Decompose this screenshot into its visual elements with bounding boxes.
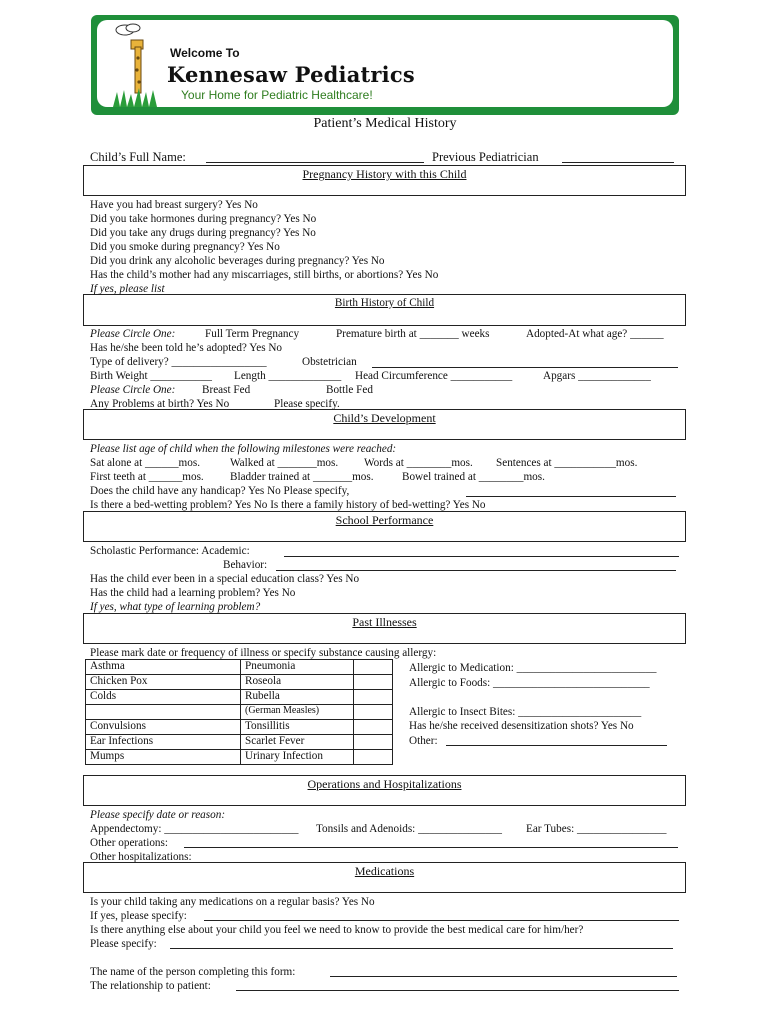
welcome-text: Welcome To xyxy=(170,46,240,60)
development-heading: Child’s Development xyxy=(333,411,436,425)
table-row xyxy=(86,690,393,705)
pregnancy-q5: Did you drink any alcoholic beverages during pregnancy? Yes No xyxy=(90,255,385,267)
development-section-header xyxy=(83,409,686,440)
milestones-instruction: Please list age of child when the following milestones were reached: xyxy=(90,443,397,455)
other-hospitalizations-label: Other hospitalizations: xyxy=(90,851,192,863)
words-field[interactable]: Words at ________mos. xyxy=(364,457,473,469)
delivery-type-field[interactable]: Type of delivery? _________________ xyxy=(90,356,267,368)
medications-specify-field[interactable] xyxy=(204,920,679,921)
pregnancy-q3: Did you take any drugs during pregnancy? Yes No xyxy=(90,227,316,239)
table-row xyxy=(86,735,393,750)
regular-medications-question: Is your child taking any medications on a regular basis? Yes No xyxy=(90,896,375,908)
illness-chicken-pox: Chicken Pox xyxy=(86,675,241,690)
first-teeth-field[interactable]: First teeth at ______mos. xyxy=(90,471,204,483)
table-row xyxy=(86,750,393,765)
desensitization-question: Has he/she received desensitization shots? Yes No xyxy=(409,720,634,732)
bladder-trained-field[interactable]: Bladder trained at _______mos. xyxy=(230,471,374,483)
bedwetting-question: Is there a bed-wetting problem? Yes No Is there a family history of bed-wetting? Yes No xyxy=(90,499,486,511)
illness-instruction: Please mark date or frequency of illness or specify substance causing allergy: xyxy=(90,647,437,659)
child-name-label: Child’s Full Name: xyxy=(90,150,186,164)
sentences-field[interactable]: Sentences at ___________mos. xyxy=(496,457,638,469)
illness-mumps: Mumps xyxy=(86,750,241,765)
school-section-header xyxy=(83,511,686,542)
giraffe-logo-icon xyxy=(111,22,157,107)
pregnancy-q2: Did you take hormones during pregnancy? Yes No xyxy=(90,213,317,225)
head-circumference-field[interactable]: Head Circumference ___________ xyxy=(355,370,513,382)
pregnancy-section-header xyxy=(83,165,686,196)
school-heading: School Performance xyxy=(335,513,434,527)
illness-tonsillitis: Tonsillitis xyxy=(241,720,354,735)
illnesses-heading: Past Illnesses xyxy=(352,615,417,629)
medications-section-header xyxy=(83,862,686,893)
relationship-label: The relationship to patient: xyxy=(90,980,211,992)
operations-section-header xyxy=(83,775,686,806)
bottle-fed-option[interactable]: Bottle Fed xyxy=(326,384,373,396)
person-completing-field[interactable] xyxy=(330,976,677,977)
obstetrician-field[interactable] xyxy=(372,367,678,368)
length-field[interactable]: Length _____________ xyxy=(234,370,342,382)
logo-inner xyxy=(97,20,673,107)
birth-problems-question: Any Problems at birth? Yes No xyxy=(90,398,230,410)
brand-name: Kennesaw Pediatrics xyxy=(167,62,415,87)
relationship-field[interactable] xyxy=(236,990,679,991)
table-row xyxy=(86,705,393,720)
other-operations-field[interactable] xyxy=(184,847,678,848)
premature-field[interactable]: Premature birth at _______ weeks xyxy=(336,328,490,340)
birth-section-header xyxy=(83,294,686,326)
illness-date-cell[interactable] xyxy=(354,675,393,690)
allergy-insect-field[interactable]: Allergic to Insect Bites: ______________________ xyxy=(409,706,642,718)
special-ed-question: Has the child ever been in a special education class? Yes No xyxy=(90,573,360,585)
learning-problem-question: Has the child had a learning problem? Yes No xyxy=(90,587,296,599)
ear-tubes-field[interactable]: Ear Tubes: ________________ xyxy=(526,823,667,835)
handicap-field[interactable] xyxy=(466,496,676,497)
academic-label: Scholastic Performance: Academic: xyxy=(90,545,250,557)
other-operations-label: Other operations: xyxy=(90,837,168,849)
illness-german-measles: (German Measles) xyxy=(241,705,354,720)
allergy-other-label: Other: xyxy=(409,735,438,747)
illness-table xyxy=(85,659,393,765)
illness-colds: Colds xyxy=(86,690,241,705)
behavior-label: Behavior: xyxy=(223,559,268,571)
pregnancy-if-yes: If yes, please list xyxy=(90,283,165,295)
medications-specify-label: If yes, please specify: xyxy=(90,910,187,922)
illness-pneumonia: Pneumonia xyxy=(241,660,354,675)
behavior-field[interactable] xyxy=(276,570,676,571)
breast-fed-option[interactable]: Breast Fed xyxy=(202,384,251,396)
anything-else-question: Is there anything else about your child you feel we need to know to provide the best medical care for him/her? xyxy=(90,924,584,936)
sat-alone-field[interactable]: Sat alone at ______mos. xyxy=(90,457,200,469)
allergy-other-field[interactable] xyxy=(446,745,667,746)
illness-roseola: Roseola xyxy=(241,675,354,690)
illness-date-cell[interactable] xyxy=(354,735,393,750)
illness-ear-infections: Ear Infections xyxy=(86,735,241,750)
anything-else-field[interactable] xyxy=(170,948,673,949)
walked-field[interactable]: Walked at _______mos. xyxy=(230,457,339,469)
academic-field[interactable] xyxy=(284,556,679,557)
tonsils-adenoids-field[interactable]: Tonsils and Adenoids: _______________ xyxy=(316,823,502,835)
birth-circle-one: Please Circle One: xyxy=(90,328,176,340)
logo-banner xyxy=(91,15,679,115)
allergy-medication-field[interactable]: Allergic to Medication: _________________________ xyxy=(409,662,657,674)
birth-weight-field[interactable]: Birth Weight ___________ xyxy=(90,370,212,382)
child-name-field[interactable] xyxy=(206,162,424,163)
birth-heading: Birth History of Child xyxy=(334,297,435,309)
illness-urinary-infection: Urinary Infection xyxy=(241,750,354,765)
told-adopted-question: Has he/she been told he’s adopted? Yes No xyxy=(90,342,283,354)
person-completing-label: The name of the person completing this form: xyxy=(90,966,296,978)
table-row xyxy=(86,660,393,675)
page-title: Patient’s Medical History xyxy=(313,116,457,131)
table-row xyxy=(86,675,393,690)
table-row xyxy=(86,720,393,735)
tagline: Your Home for Pediatric Healthcare! xyxy=(181,88,373,102)
pregnancy-heading: Pregnancy History with this Child xyxy=(302,167,467,181)
handicap-question: Does the child have any handicap? Yes No Please specify, xyxy=(90,485,350,497)
illness-convulsions: Convulsions xyxy=(86,720,241,735)
illness-blank xyxy=(86,705,241,720)
operations-heading: Operations and Hospitalizations xyxy=(307,777,462,791)
illness-date-cell[interactable] xyxy=(354,705,393,720)
prev-pediatrician-label: Previous Pediatrician xyxy=(432,150,539,164)
anything-else-specify-label: Please specify: xyxy=(90,938,157,950)
appendectomy-field[interactable]: Appendectomy: ________________________ xyxy=(90,823,299,835)
learning-problem-type: If yes, what type of learning problem? xyxy=(90,601,261,613)
feeding-circle-one: Please Circle One: xyxy=(90,384,176,396)
illness-rubella: Rubella xyxy=(241,690,354,705)
obstetrician-label: Obstetrician xyxy=(302,356,357,368)
apgars-field[interactable]: Apgars _____________ xyxy=(543,370,651,382)
adopted-age-field[interactable]: Adopted-At what age? ______ xyxy=(526,328,664,340)
prev-pediatrician-field[interactable] xyxy=(562,162,674,163)
illness-scarlet-fever: Scarlet Fever xyxy=(241,735,354,750)
illness-date-cell[interactable] xyxy=(354,690,393,705)
illness-asthma: Asthma xyxy=(86,660,241,675)
operations-instruction: Please specify date or reason: xyxy=(90,809,226,821)
medications-heading: Medications xyxy=(354,864,415,878)
allergy-foods-field[interactable]: Allergic to Foods: ____________________________ xyxy=(409,677,650,689)
illness-date-cell[interactable] xyxy=(354,720,393,735)
illness-date-cell[interactable] xyxy=(354,750,393,765)
pregnancy-q4: Did you smoke during pregnancy? Yes No xyxy=(90,241,280,253)
illnesses-section-header xyxy=(83,613,686,644)
birth-problems-specify: Please specify. xyxy=(274,398,340,410)
pregnancy-q1: Have you had breast surgery? Yes No xyxy=(90,199,258,211)
illness-date-cell[interactable] xyxy=(354,660,393,675)
full-term-option[interactable]: Full Term Pregnancy xyxy=(205,328,300,340)
bowel-trained-field[interactable]: Bowel trained at ________mos. xyxy=(402,471,545,483)
pregnancy-q6: Has the child’s mother had any miscarriages, still births, or abortions? Yes No xyxy=(90,269,439,281)
